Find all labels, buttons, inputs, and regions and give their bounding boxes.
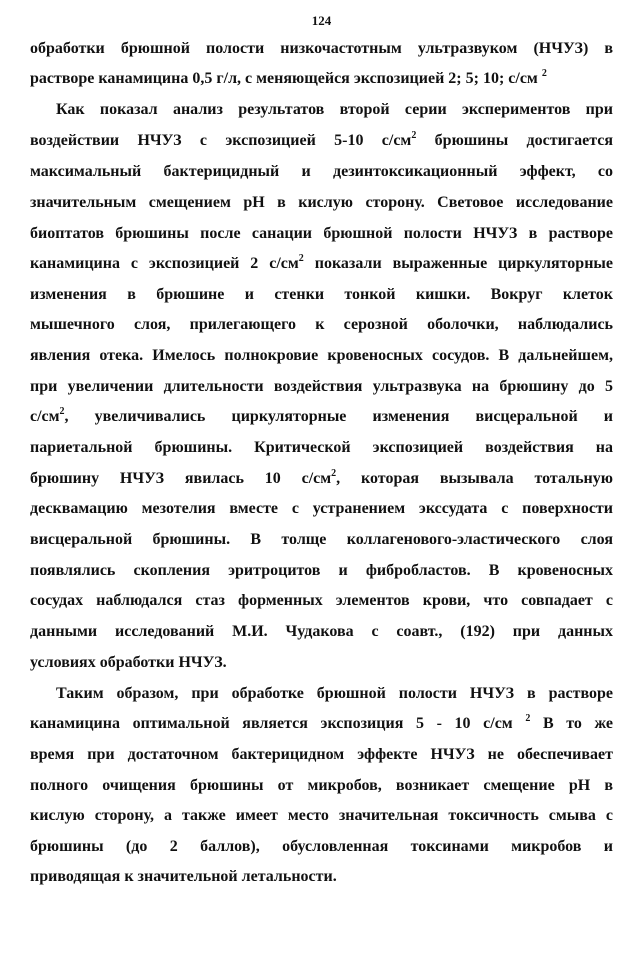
text-line: брюшины (до 2 баллов), обусловленная токсинами микробов и — [30, 838, 613, 855]
text-line: обработки брюшной полости низкочастотным ультразвуком (НЧУЗ) в — [30, 40, 613, 57]
text-line: растворе канамицина 0,5 г/л, с меняющейся экспозицией 2; 5; 10; с/см $^2$ — [30, 68, 547, 87]
text-line: приводящая к значительной летальности. — [30, 868, 337, 885]
text-line: сосудах наблюдался стаз форменных элементов крови, что совпадает с — [30, 592, 613, 609]
text-line: Как показал анализ результатов второй серии экспериментов при — [56, 101, 613, 118]
text-line: явления отека. Имелось полнокровие кровеносных сосудов. В дальнейшем, — [30, 347, 613, 364]
text-line: биоптатов брюшины после санации брюшной полости НЧУЗ в растворе — [30, 225, 613, 242]
text-line: воздействии НЧУЗ с экспозицией 5-10 $с/см^2$ брюшины достигается — [30, 130, 614, 149]
text-line: Таким образом, при обработке брюшной полости НЧУЗ в растворе — [56, 685, 613, 702]
text-line: мышечного слоя, прилегающего к серозной оболочки, наблюдались — [30, 316, 613, 333]
text-line: появлялись скопления эритроцитов и фибробластов. В кровеносных — [30, 562, 613, 579]
text-line: десквамацию мезотелия вместе с устранением экссудата с поверхности — [30, 500, 613, 517]
text-line: париетальной брюшины. Критической экспозицией воздействия на — [30, 439, 613, 456]
text-line: кислую сторону, а также имеет место значительная токсичность смыва с — [30, 807, 613, 824]
page-number: 124 — [311, 13, 332, 28]
text-line: изменения в брюшине и стенки тонкой кишки. Вокруг клеток — [30, 286, 613, 303]
text-line: полного очищения брюшины от микробов, возникает смещение pH в — [30, 777, 613, 794]
text-line: максимальный бактерицидный и дезинтоксикационный эффект, со — [30, 163, 613, 180]
text-line: условиях обработки НЧУЗ. — [30, 654, 227, 671]
text-line: канамицина оптимальной является экспозиция 5 - 10 с/см $^2$ В то же — [30, 713, 614, 732]
text-line: время при достаточном бактерицидном эффекте НЧУЗ не обеспечивает — [30, 746, 613, 763]
text-line: канамицина с экспозицией 2 $с/см^2$ показали выраженные циркуляторные — [30, 253, 614, 272]
text-line: значительным смещением pH в кислую сторону. Световое исследование — [30, 194, 613, 211]
text-line: висцеральной брюшины. В толще коллагенового-эластического слоя — [30, 531, 613, 548]
text-line: данными исследований М.И. Чудакова с соавт., (192) при данных — [30, 623, 613, 640]
text-line: $с/см^2$, увеличивались циркуляторные изменения висцеральной и — [30, 406, 613, 425]
text-line: брюшину НЧУЗ явилась 10 $с/см^2$, которая вызывала тотальную — [30, 468, 613, 487]
text-line: при увеличении длительности воздействия ультразвука на брюшину до 5 — [30, 378, 613, 395]
